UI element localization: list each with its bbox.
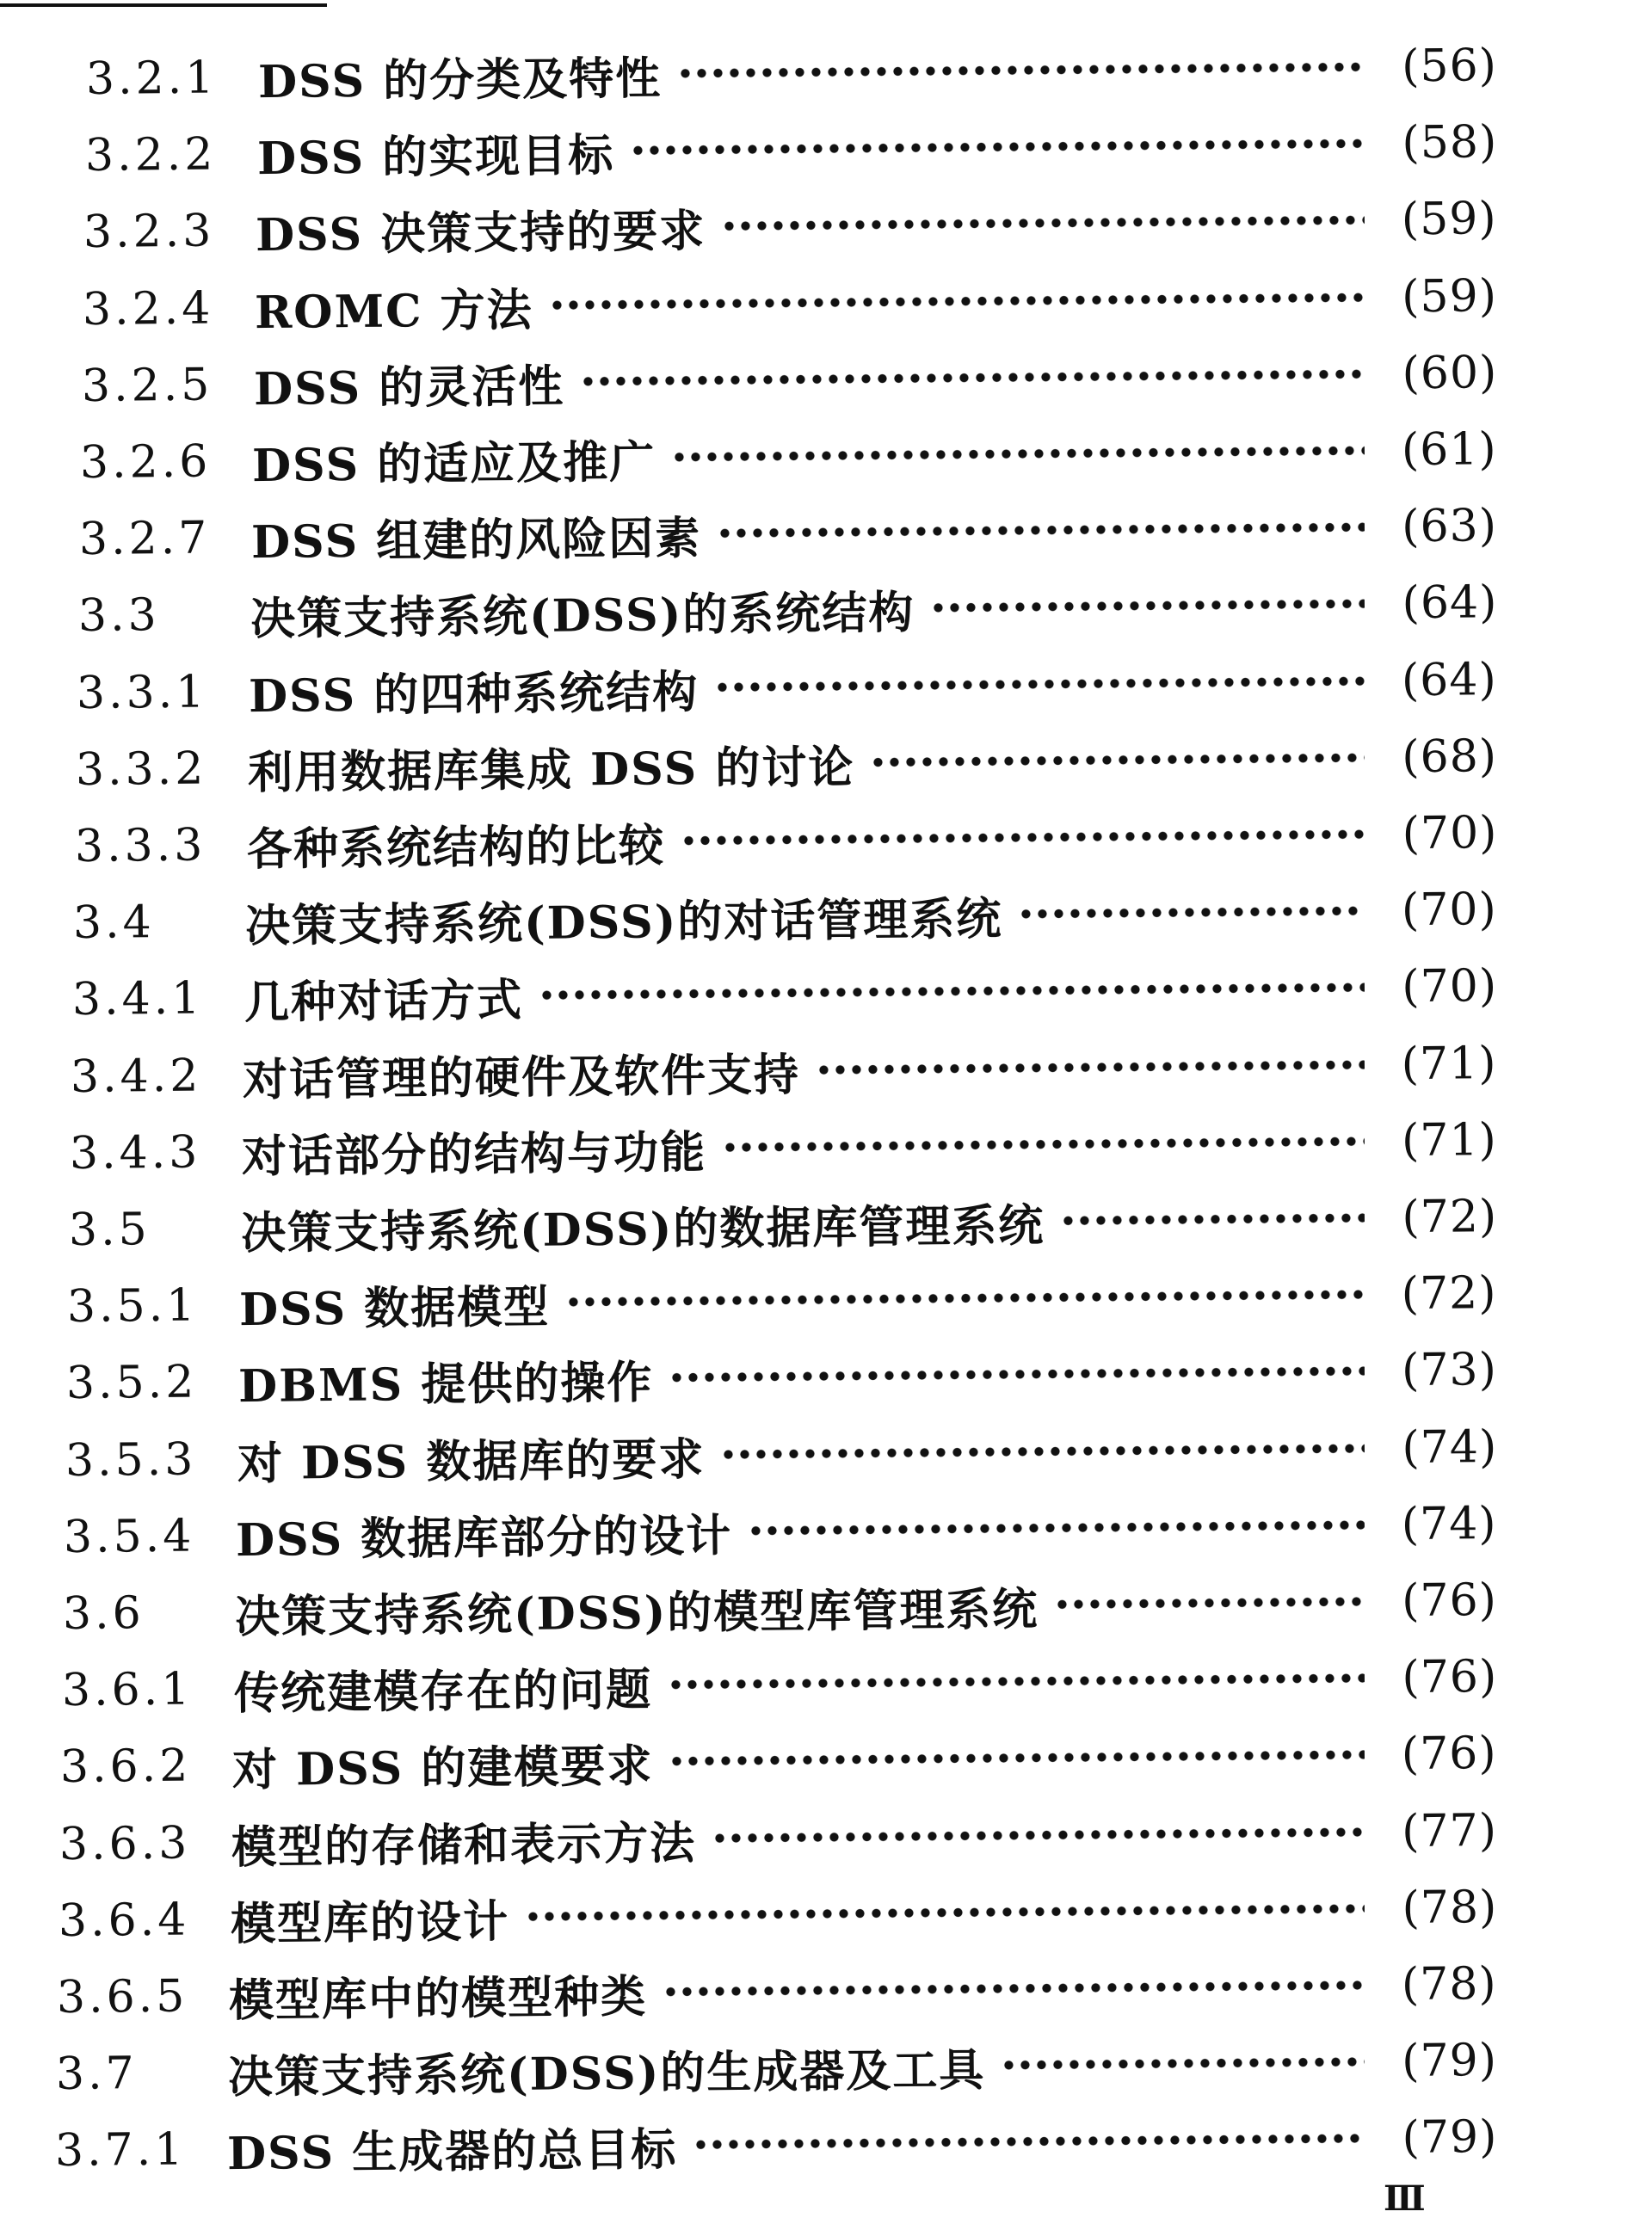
dot-leader [721,214,1365,232]
section-title: 传统建模存在的问题 [233,1663,652,1720]
page-number: (64) [1401,653,1498,706]
section-title: DSS 决策支持的要求 [256,204,706,262]
dot-leader [630,138,1365,157]
page-number: (73) [1401,1344,1498,1397]
section-number: 3.3 [77,589,160,643]
toc-entry[interactable] [56,2026,1498,2109]
page-number: (56) [1401,40,1498,93]
dot-leader [1054,1595,1365,1610]
toc-entry[interactable] [66,1335,1498,1418]
toc-entry[interactable] [60,1719,1497,1802]
section-number: 3.2.6 [79,435,212,489]
toc-entry[interactable] [58,1873,1497,1956]
page-number: (71) [1401,1037,1498,1090]
dot-leader [668,1672,1365,1691]
section-number: 3.6 [62,1587,145,1640]
section-title: DSS 数据库部分的设计 [236,1508,733,1567]
section-title: ROMC 方法 [254,283,533,339]
toc-entry[interactable] [86,31,1498,114]
section-number: 3.5 [68,1204,151,1256]
toc-entry[interactable] [77,645,1497,728]
section-number: 3.5.4 [64,1510,195,1563]
toc-entry[interactable] [84,108,1497,190]
section-number: 3.6.2 [60,1740,192,1794]
section-number: 3.2.4 [82,282,214,336]
page-number: (60) [1401,347,1498,400]
page-number: (72) [1401,1191,1498,1244]
page-number: (71) [1401,1113,1498,1167]
section-number: 3.3.1 [76,666,208,719]
dot-leader [722,1135,1365,1153]
section-title: DBMS 提供的操作 [237,1356,654,1413]
dot-leader [548,291,1365,311]
dot-leader [669,1365,1365,1384]
section-number: 3.7 [55,2048,138,2101]
toc-entry[interactable] [80,415,1497,497]
section-title: 对 DSS 的建模要求 [232,1740,654,1796]
section-number: 3.6.4 [58,1894,190,1947]
section-number: 3.4.1 [71,972,204,1026]
page-number: (79) [1401,2111,1498,2165]
page-number: (76) [1401,1574,1498,1628]
section-title: DSS 的实现目标 [256,128,615,185]
section-title: DSS 的灵活性 [253,359,565,416]
section-title: DSS 的四种系统结构 [248,665,700,723]
section-number: 3.3.3 [74,819,206,872]
toc-entry[interactable] [75,722,1497,804]
section-title: 模型库的设计 [230,1894,509,1950]
page-number: (78) [1401,1957,1498,2011]
toc-entry[interactable] [70,1106,1498,1188]
toc-entry[interactable] [83,262,1498,344]
section-title: 模型的存储和表示方法 [231,1815,697,1874]
section-title: DSS 的分类及特性 [257,52,663,108]
toc-entry[interactable] [67,1259,1497,1341]
section-title: 模型库中的模型种类 [228,1969,648,2027]
section-title: DSS 数据模型 [239,1280,551,1336]
page-number: (59) [1401,193,1498,246]
page-number: (74) [1401,1497,1498,1550]
dot-leader [580,367,1365,387]
page-number: (58) [1401,116,1498,169]
dot-leader [1060,1212,1365,1227]
toc-entry[interactable] [61,1642,1497,1725]
section-title: DSS 的适应及推广 [251,435,656,492]
toc-entry[interactable] [83,185,1497,268]
section-title: DSS 组建的风险因素 [250,511,702,569]
toc-entry[interactable] [74,798,1497,881]
dot-leader [714,675,1365,693]
page-number: (72) [1401,1267,1498,1321]
page-number: (61) [1401,423,1498,477]
section-number: 3.2.1 [85,52,218,105]
section-number: 3.7.1 [54,2123,187,2178]
dot-leader [720,1442,1365,1460]
section-number: 3.4 [72,896,156,950]
section-number: 3.5.2 [65,1356,198,1410]
section-number: 3.6.3 [59,1817,191,1870]
toc-entry[interactable] [71,1029,1497,1112]
section-number: 3.2.5 [81,359,213,412]
dot-leader [663,1979,1365,1998]
page-number: (64) [1401,576,1498,630]
toc-entry[interactable] [79,491,1498,574]
page-number: (68) [1401,730,1498,783]
section-number: 3.4.3 [69,1126,201,1180]
page-number: (59) [1401,269,1498,323]
section-title: 各种系统结构的比较 [246,818,665,876]
roman-page-number: Ⅲ [1384,2178,1426,2219]
page-number: (63) [1401,500,1498,553]
dot-leader [677,61,1365,80]
dot-leader [816,1058,1365,1075]
dot-leader [680,829,1365,847]
section-title: 对话部分的结构与功能 [241,1125,707,1183]
toc-entry[interactable] [54,2103,1497,2185]
page-number: (70) [1401,807,1498,860]
toc-entry[interactable] [68,1182,1497,1265]
page-number: (77) [1401,1804,1498,1857]
page-number: (78) [1401,1881,1498,1934]
section-number: 3.5.3 [65,1433,197,1487]
dot-leader [1001,2056,1365,2072]
dot-leader [539,982,1365,1001]
section-title: 对话管理的硬件及软件支持 [243,1047,801,1106]
dot-leader [1018,905,1365,921]
dot-leader [669,1749,1365,1768]
dot-leader [671,445,1365,464]
page-number: (70) [1401,884,1498,937]
section-title: DSS 生成器的总目标 [226,2122,678,2180]
section-number: 3.6.1 [61,1663,194,1717]
section-number: 3.6.5 [56,1970,188,2024]
section-number: 3.2.3 [83,205,215,259]
dot-leader [565,1289,1365,1309]
section-title: 决策支持系统(DSS)的生成器及工具 [227,2043,986,2104]
page-number: (76) [1401,1728,1498,1781]
section-title: 对 DSS 数据库的要求 [237,1432,706,1490]
page-number: (76) [1401,1651,1498,1704]
toc-entry[interactable] [81,338,1497,421]
page-number: (79) [1401,2035,1498,2088]
page-number: (74) [1401,1420,1498,1474]
section-number: 3.5.1 [67,1279,199,1334]
toc-entry[interactable] [63,1566,1498,1648]
dot-leader [712,1826,1365,1844]
section-title: 利用数据库集成 DSS 的讨论 [247,740,855,799]
section-number: 3.2.2 [84,128,217,182]
toc-entry[interactable] [73,875,1498,958]
top-rule [0,3,327,7]
section-number: 3.3.2 [75,742,207,796]
toc-entry[interactable] [77,569,1497,651]
page-number: (70) [1401,960,1498,1013]
toc-entry[interactable] [71,952,1497,1034]
toc-entry[interactable] [59,1796,1498,1879]
dot-leader [525,1902,1365,1922]
dot-leader [717,521,1365,539]
toc-entry[interactable] [57,1950,1497,2032]
section-title: 几种对话方式 [243,973,524,1029]
dot-leader [930,598,1365,614]
section-title: 决策支持系统(DSS)的模型库管理系统 [234,1582,1039,1643]
section-number: 3.2.7 [78,512,211,566]
dot-leader [693,2133,1365,2151]
toc-entry[interactable] [64,1489,1497,1572]
dot-leader [748,1518,1365,1537]
section-title: 决策支持系统(DSS)的对话管理系统 [244,892,1003,952]
dot-leader [870,751,1365,768]
toc-entry[interactable] [65,1413,1497,1495]
section-title: 决策支持系统(DSS)的数据库管理系统 [240,1198,1045,1260]
section-title: 决策支持系统(DSS)的系统结构 [250,586,915,645]
section-number: 3.4.2 [71,1050,203,1103]
